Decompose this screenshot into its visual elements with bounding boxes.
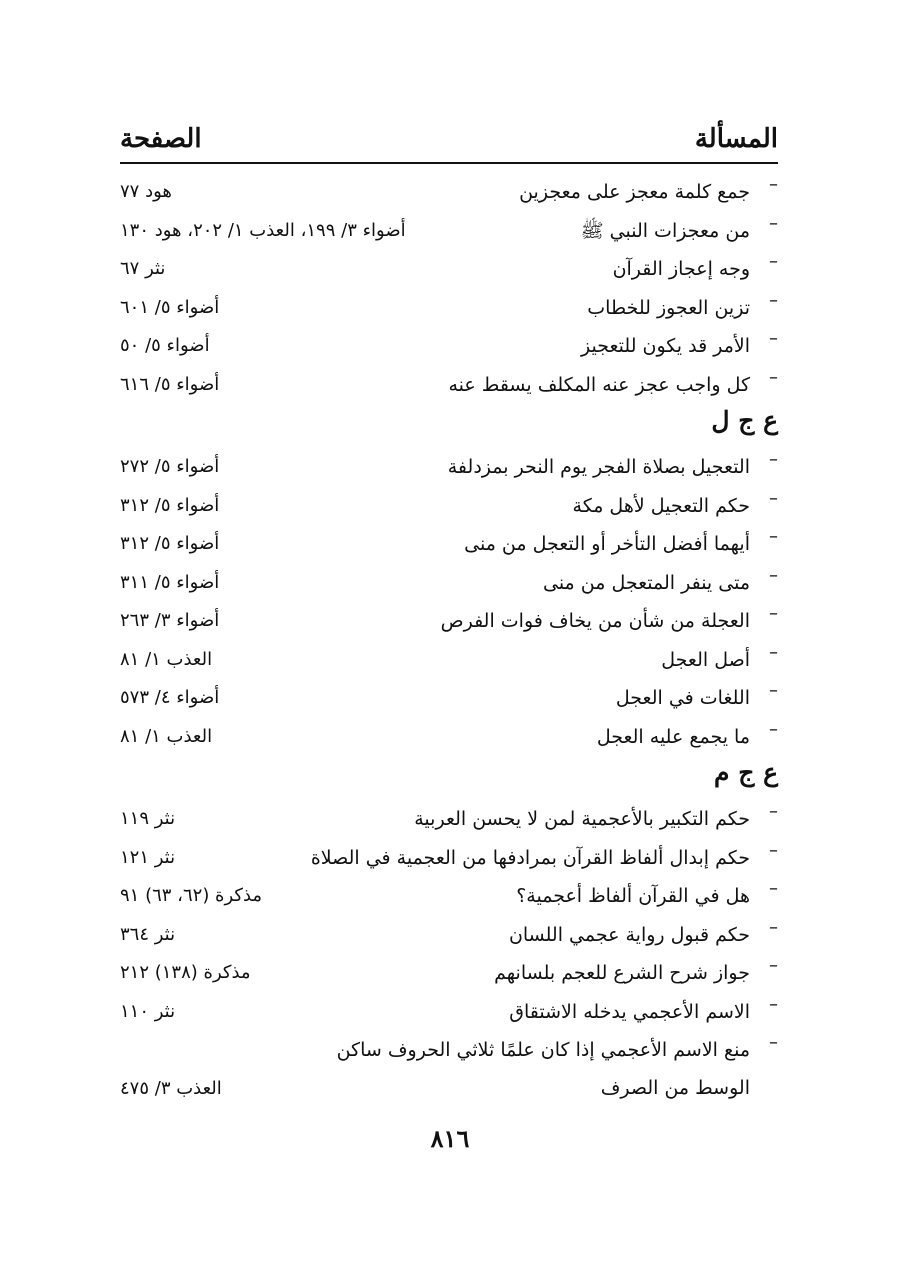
entry-ref: أضواء ٥/ ٦٠١ bbox=[120, 296, 220, 318]
entry-dash: – bbox=[769, 718, 778, 740]
list-item bbox=[120, 245, 778, 284]
entry-dash: – bbox=[769, 449, 778, 470]
entry-ref: أضواء ٣/ ٢٦٣ bbox=[120, 610, 220, 631]
entry-dash: – bbox=[769, 1032, 778, 1053]
list-item bbox=[120, 597, 778, 636]
section-heading-ajl: ع ج ل bbox=[711, 406, 778, 435]
entry-dash: – bbox=[769, 916, 778, 938]
entry-ref: مذكرة (١٣٨) ٢١٢ bbox=[120, 962, 251, 983]
entry-ref: نثر ١٢١ bbox=[120, 846, 176, 868]
entry-dash: – bbox=[769, 801, 778, 822]
entry-ref: أضواء ٥/ ٣١٢ bbox=[120, 494, 220, 516]
entry-dash: – bbox=[769, 641, 778, 663]
entry-ref: نثر ٣٦٤ bbox=[120, 923, 176, 945]
entry-text: جواز شرح الشرع للعجم بلسانهم bbox=[494, 962, 750, 984]
section-heading-ajm: ع ج م bbox=[714, 758, 778, 787]
entry-text: جمع كلمة معجز على معجزين bbox=[519, 181, 750, 203]
column-heading-issue: المسألة bbox=[694, 124, 778, 154]
entry-text: حكم إبدال ألفاظ القرآن بمرادفها من العجمية في الصلاة bbox=[310, 846, 750, 869]
entry-text: اللغات في العجل bbox=[615, 687, 750, 709]
list-item bbox=[120, 284, 778, 323]
entry-ref: أضواء ٥/ ٣١١ bbox=[120, 571, 220, 593]
entry-text: أيهما أفضل التأخر أو التعجل من منى bbox=[464, 533, 750, 555]
index-body bbox=[120, 168, 778, 1104]
entry-dash: – bbox=[769, 680, 778, 701]
entry-dash: – bbox=[769, 289, 778, 311]
entry-ref: مذكرة (٦٢، ٦٣) ٩١ bbox=[120, 885, 263, 906]
group-ajm bbox=[120, 795, 778, 1104]
list-item bbox=[120, 361, 778, 400]
table-header bbox=[120, 122, 778, 164]
entry-text: متى ينفر المتعجل من منى bbox=[542, 571, 750, 594]
entry-ref: أضواء ٤/ ٥٧٣ bbox=[120, 687, 220, 708]
entry-ref: أضواء ٥/ ٦١٦ bbox=[120, 373, 220, 395]
page-number: ٨١٦ bbox=[430, 1124, 470, 1153]
entry-ref: نثر ١١٠ bbox=[120, 1000, 176, 1022]
entry-dash: – bbox=[769, 174, 778, 195]
entry-dash: – bbox=[769, 487, 778, 509]
entry-text: ما يجمع عليه العجل bbox=[596, 725, 750, 748]
list-item bbox=[120, 443, 778, 482]
entry-dash: – bbox=[769, 366, 778, 388]
list-item bbox=[120, 674, 778, 713]
entry-text: الأمر قد يكون للتعجيز bbox=[581, 335, 750, 357]
entry-dash: – bbox=[769, 878, 778, 899]
entry-ref: العذب ١/ ٨١ bbox=[120, 648, 213, 670]
entry-ref: أضواء ٣/ ١٩٩، العذب ١/ ٢٠٢، هود ١٣٠ bbox=[120, 219, 406, 241]
list-item bbox=[120, 834, 778, 873]
entry-text: العجلة من شأن من يخاف فوات الفرص bbox=[440, 610, 750, 632]
entry-dash: – bbox=[769, 603, 778, 624]
entry-text: أصل العجل bbox=[661, 648, 750, 671]
entry-ref: العذب ١/ ٨١ bbox=[120, 725, 213, 747]
entry-dash: – bbox=[769, 328, 778, 349]
entry-dash: – bbox=[769, 839, 778, 861]
list-item bbox=[120, 482, 778, 521]
list-item bbox=[120, 207, 778, 246]
entry-text: وجه إعجاز القرآن bbox=[612, 258, 750, 280]
entry-ref: أضواء ٥/ ٣١٢ bbox=[120, 533, 220, 554]
list-item bbox=[120, 988, 778, 1027]
entry-dash: – bbox=[769, 251, 778, 272]
column-heading-page: الصفحة bbox=[120, 124, 202, 154]
entry-text: حكم التعجيل لأهل مكة bbox=[572, 494, 750, 517]
entry-text: الاسم الأعجمي يدخله الاشتقاق bbox=[509, 1000, 750, 1023]
list-item bbox=[120, 713, 778, 752]
list-item bbox=[120, 911, 778, 950]
entry-dash: – bbox=[769, 993, 778, 1015]
entry-text: كل واجب عجز عنه المكلف يسقط عنه bbox=[448, 373, 750, 396]
entry-ref: نثر ١١٩ bbox=[120, 808, 176, 829]
entry-text: من معجزات النبي ﷺ bbox=[580, 219, 750, 242]
list-item bbox=[120, 322, 778, 361]
entry-text: تزين العجوز للخطاب bbox=[587, 296, 750, 319]
entry-ref: نثر ٦٧ bbox=[120, 258, 166, 279]
entry-text: حكم التكبير بالأعجمية لمن لا يحسن العربية bbox=[414, 808, 750, 830]
entry-text: حكم قبول رواية عجمي اللسان bbox=[508, 923, 750, 946]
list-item bbox=[120, 559, 778, 598]
list-item bbox=[120, 795, 778, 834]
entry-dash: – bbox=[769, 955, 778, 976]
entry-ref: أضواء ٥/ ٢٧٢ bbox=[120, 456, 220, 477]
entry-ref: العذب ٣/ ٤٧٥ bbox=[120, 1078, 222, 1099]
list-item bbox=[120, 636, 778, 675]
list-item bbox=[120, 520, 778, 559]
entry-dash: – bbox=[769, 526, 778, 547]
list-item bbox=[120, 1026, 778, 1104]
entry-text: هل في القرآن ألفاظ أعجمية؟ bbox=[516, 885, 750, 907]
group-ajl bbox=[120, 443, 778, 751]
entry-dash: – bbox=[769, 212, 778, 234]
list-item bbox=[120, 872, 778, 911]
entry-ref: هود ٧٧ bbox=[120, 181, 172, 202]
entry-text: منع الاسم الأعجمي إذا كان علمًا ثلاثي الحروف ساكن الوسط من الصرف bbox=[336, 1039, 750, 1099]
list-item bbox=[120, 949, 778, 988]
entry-text: التعجيل بصلاة الفجر يوم النحر بمزدلفة bbox=[447, 456, 750, 478]
entry-ref: أضواء ٥/ ٥٠ bbox=[120, 335, 210, 356]
group-ajz bbox=[120, 168, 778, 399]
entry-dash: – bbox=[769, 564, 778, 586]
list-item bbox=[120, 168, 778, 207]
